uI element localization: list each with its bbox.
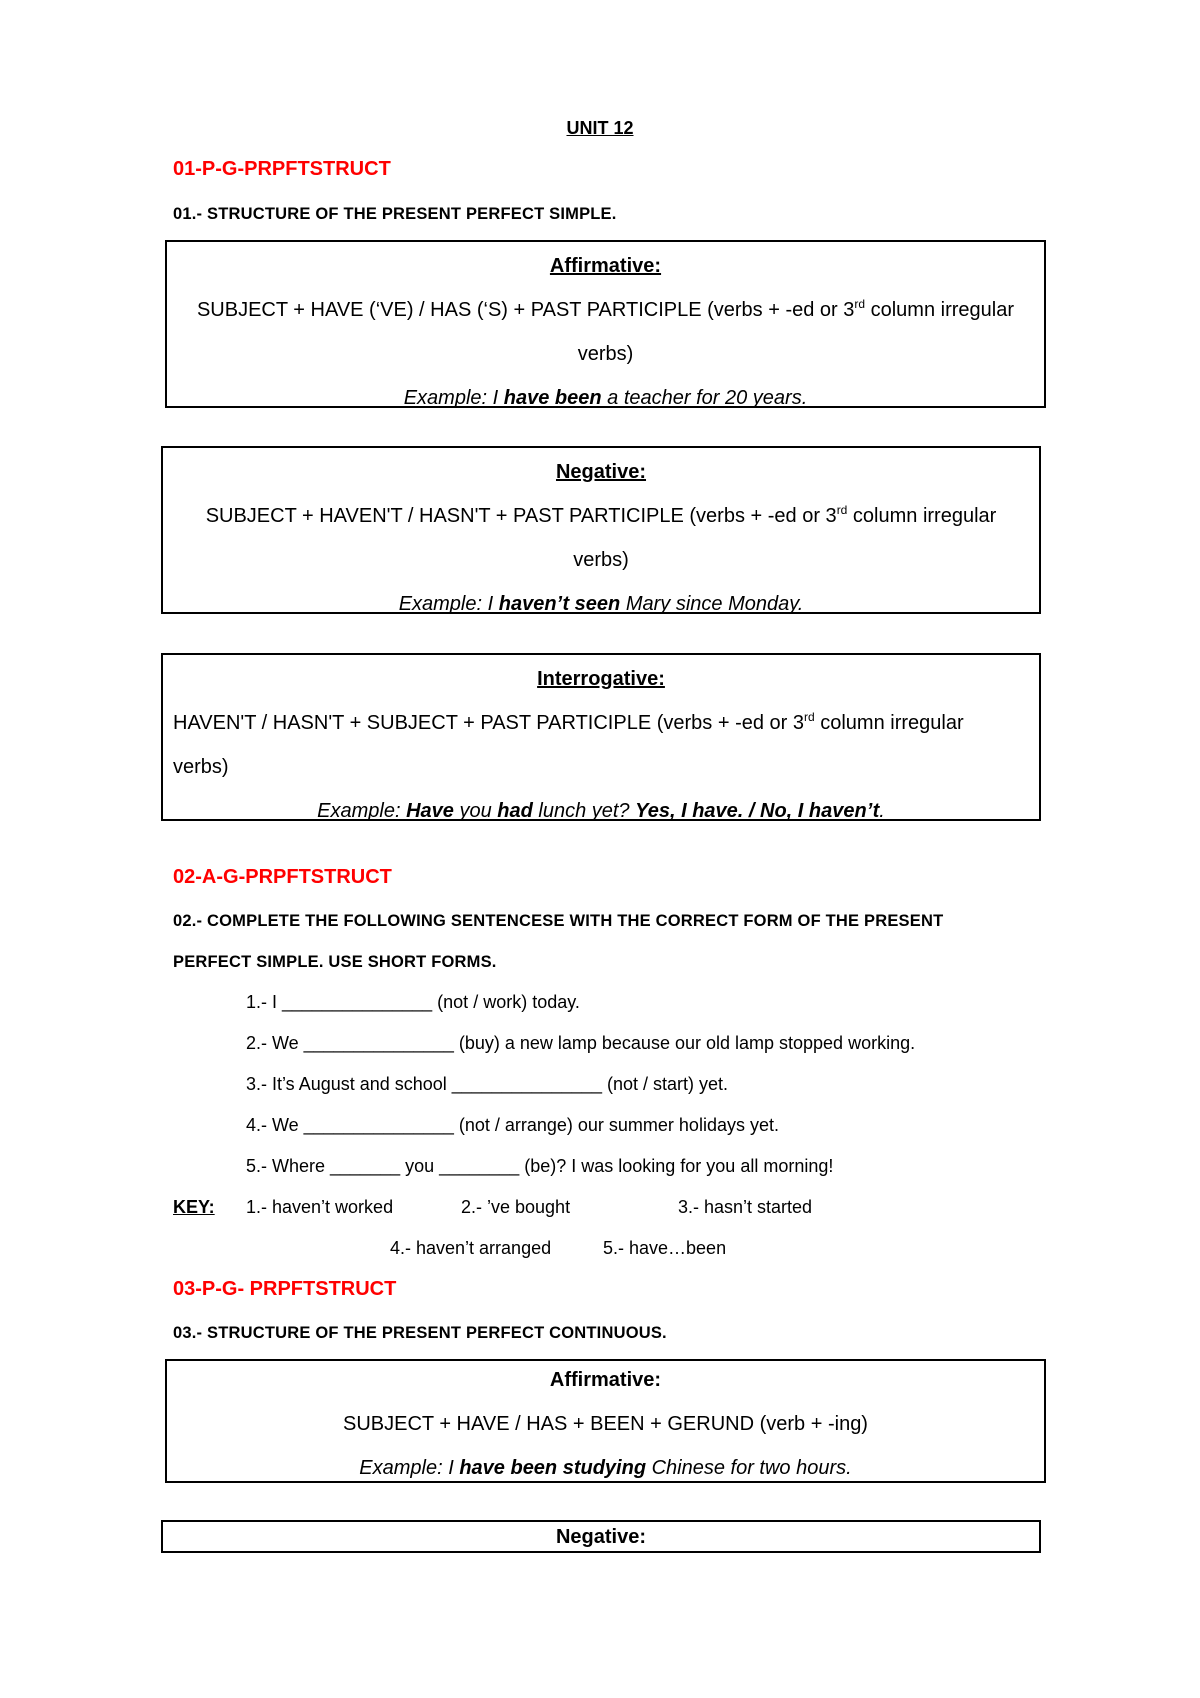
continuous-negative-box	[161, 1520, 1041, 1553]
interrogative-example: Example: Have you had lunch yet? Yes, I have. / No, I haven’t.	[317, 800, 885, 822]
exercise-item: 1.- I _______________ (not / work) today.	[246, 992, 580, 1012]
continuous-affirmative-rule: SUBJECT + HAVE / HAS + BEEN + GERUND (verb + -ing)	[343, 1413, 868, 1435]
affirmative-box	[165, 240, 1046, 408]
affirmative-rule: SUBJECT + HAVE (‘VE) / HAS (‘S) + PAST PARTICIPLE (verbs + -ed or 3rd column irregular	[196, 297, 1015, 321]
section-2-code: 02-A-G-PRPFTSTRUCT	[173, 866, 392, 888]
negative-box	[161, 446, 1041, 614]
continuous-affirmative-label: Affirmative:	[549, 1369, 662, 1391]
section-2-heading: 02.- COMPLETE THE FOLLOWING SENTENCESE WITH THE CORRECT FORM OF THE PRESENT	[173, 912, 944, 930]
key-label: KEY:	[173, 1197, 215, 1217]
interrogative-rule: HAVEN'T / HASN'T + SUBJECT + PAST PARTICIPLE (verbs + -ed or 3rd column irregular	[173, 710, 964, 734]
interrogative-label: Interrogative:	[537, 668, 665, 690]
key-answer-2: 2.- ’ve bought	[461, 1197, 571, 1217]
continuous-affirmative-example: Example: I have been studying Chinese for two hours.	[359, 1457, 852, 1479]
key-answer-1: 1.- haven’t worked	[246, 1197, 394, 1217]
section-3-code: 03-P-G- PRPFTSTRUCT	[173, 1278, 397, 1300]
key-answer-4: 4.- haven’t arranged	[390, 1238, 552, 1258]
section-2-heading-cont: PERFECT SIMPLE. USE SHORT FORMS.	[173, 953, 497, 971]
affirmative-label: Affirmative:	[549, 255, 662, 277]
section-3-heading: 03.- STRUCTURE OF THE PRESENT PERFECT CONTINUOUS.	[173, 1324, 667, 1342]
exercise-item: 5.- Where _______ you ________ (be)? I was looking for you all morning!	[246, 1156, 834, 1176]
key-answer-3: 3.- hasn’t started	[678, 1197, 813, 1217]
interrogative-box	[161, 653, 1041, 821]
exercise-item: 4.- We _______________ (not / arrange) our summer holidays yet.	[246, 1115, 779, 1135]
negative-label: Negative:	[555, 461, 647, 483]
exercise-item: 2.- We _______________ (buy) a new lamp because our old lamp stopped working.	[246, 1033, 916, 1053]
interrogative-rule-cont: verbs)	[173, 756, 229, 778]
affirmative-example: Example: I have been a teacher for 20 years.	[403, 387, 808, 409]
negative-rule-cont: verbs)	[573, 549, 629, 571]
continuous-negative-label: Negative:	[555, 1526, 647, 1548]
section-1-heading: 01.- STRUCTURE OF THE PRESENT PERFECT SIMPLE.	[173, 205, 617, 223]
negative-example: Example: I haven’t seen Mary since Monday.	[398, 593, 804, 615]
section-1-code: 01-P-G-PRPFTSTRUCT	[173, 158, 391, 180]
continuous-affirmative-box	[165, 1359, 1046, 1483]
key-answer-5: 5.- have…been	[603, 1238, 727, 1258]
negative-rule: SUBJECT + HAVEN'T / HASN'T + PAST PARTICIPLE (verbs + -ed or 3rd column irregular	[205, 503, 997, 527]
page-title: UNIT 12	[566, 118, 634, 138]
exercise-item: 3.- It’s August and school _______________ (not / start) yet.	[246, 1074, 728, 1094]
affirmative-rule-cont: verbs)	[577, 343, 634, 365]
